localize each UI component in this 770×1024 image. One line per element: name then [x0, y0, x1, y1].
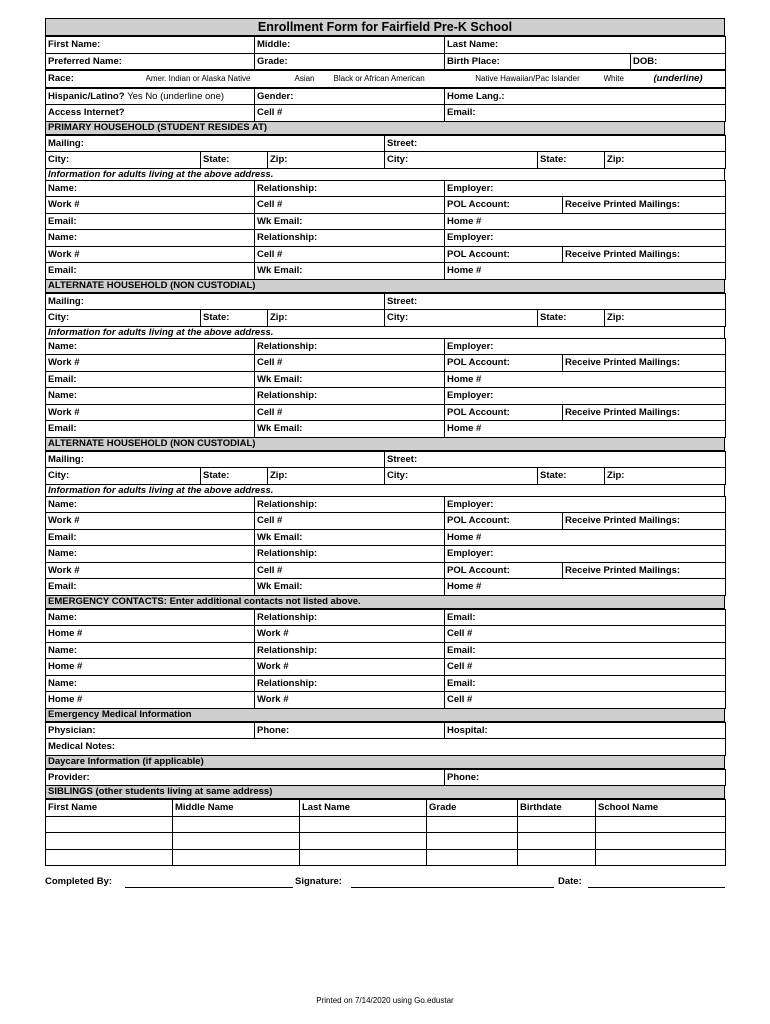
- work-phone-field[interactable]: Work #: [46, 246, 255, 263]
- wk-email-field[interactable]: Wk Email:: [255, 371, 445, 388]
- relationship-field[interactable]: Relationship:: [255, 180, 445, 197]
- medical-notes-field[interactable]: Medical Notes:: [46, 739, 726, 756]
- name-field[interactable]: Name:: [46, 496, 255, 513]
- siblings-header-last-name: Last Name: [300, 800, 427, 817]
- sibling-cell[interactable]: [518, 816, 596, 833]
- race-option[interactable]: Asian: [278, 71, 334, 88]
- date-line[interactable]: [588, 887, 725, 888]
- city-field[interactable]: City:: [46, 310, 201, 327]
- cell-field[interactable]: Cell #: [255, 562, 445, 579]
- cell-field[interactable]: Cell #: [255, 197, 445, 214]
- relationship-field[interactable]: Relationship:: [255, 675, 445, 692]
- pol-account-field[interactable]: POL Account:: [445, 355, 563, 372]
- sibling-cell[interactable]: [300, 816, 427, 833]
- date-label: Date:: [558, 876, 582, 887]
- pol-account-field[interactable]: POL Account:: [445, 562, 563, 579]
- sibling-cell[interactable]: [46, 816, 173, 833]
- name-field[interactable]: Name:: [46, 388, 255, 405]
- sibling-row: [46, 849, 726, 866]
- signature-line[interactable]: [351, 887, 554, 888]
- last-name-field[interactable]: Last Name:: [445, 37, 726, 54]
- email-field[interactable]: Email:: [46, 529, 255, 546]
- hispanic-options[interactable]: Yes No (underline one): [127, 90, 225, 102]
- zip-field[interactable]: Zip:: [268, 310, 385, 327]
- state-field[interactable]: State:: [201, 152, 268, 169]
- households: [45, 122, 725, 596]
- cell-field[interactable]: Cell #: [255, 355, 445, 372]
- employer-field[interactable]: Employer:: [445, 546, 726, 563]
- receive-mailings-field[interactable]: Receive Printed Mailings:: [563, 197, 726, 214]
- daycare-table: [45, 769, 726, 787]
- primary-household: [45, 122, 725, 280]
- sibling-cell[interactable]: [427, 816, 518, 833]
- employer-field[interactable]: Employer:: [445, 180, 726, 197]
- zip-field[interactable]: Zip:: [605, 468, 726, 485]
- adults-info-caption: Information for adults living at the above address.: [45, 327, 725, 338]
- receive-mailings-field[interactable]: Receive Printed Mailings:: [563, 562, 726, 579]
- sibling-cell[interactable]: [173, 833, 300, 850]
- home-field[interactable]: Home #: [46, 692, 255, 709]
- email-field[interactable]: Email:: [445, 105, 726, 122]
- medical-table: [45, 722, 726, 756]
- race-note: (underline): [652, 71, 726, 88]
- pol-account-field[interactable]: POL Account:: [445, 197, 563, 214]
- home-lang-field[interactable]: Home Lang.:: [445, 88, 726, 105]
- section-header-daycare: Daycare Information (if applicable): [45, 756, 725, 769]
- alternate-household: [45, 280, 725, 438]
- wk-email-field[interactable]: Wk Email:: [255, 579, 445, 596]
- relationship-field[interactable]: Relationship:: [255, 546, 445, 563]
- work-field[interactable]: Work #: [255, 659, 445, 676]
- sibling-cell[interactable]: [300, 833, 427, 850]
- email-field[interactable]: Email:: [46, 371, 255, 388]
- receive-mailings-field[interactable]: Receive Printed Mailings:: [563, 355, 726, 372]
- access-internet-field[interactable]: Access Internet?: [46, 105, 255, 122]
- emergency-table: [45, 609, 726, 709]
- email-field[interactable]: Email:: [445, 675, 726, 692]
- city-field[interactable]: City:: [46, 152, 201, 169]
- work-field[interactable]: Work #: [255, 626, 445, 643]
- section-header-household: ALTERNATE HOUSEHOLD (NON CUSTODIAL): [45, 438, 725, 451]
- relationship-field[interactable]: Relationship:: [255, 230, 445, 247]
- wk-email-field[interactable]: Wk Email:: [255, 529, 445, 546]
- home-field[interactable]: Home #: [46, 659, 255, 676]
- name-field[interactable]: Name:: [46, 338, 255, 355]
- race-table: [45, 70, 726, 88]
- adults-info-caption: Information for adults living at the above address.: [45, 485, 725, 496]
- sibling-cell[interactable]: [427, 849, 518, 866]
- cell-field[interactable]: Cell #: [445, 659, 726, 676]
- name-field[interactable]: Name:: [46, 609, 255, 626]
- print-footer: Printed on 7/14/2020 using Go.edustar: [316, 996, 454, 1005]
- relationship-field[interactable]: Relationship:: [255, 338, 445, 355]
- state-field[interactable]: State:: [538, 152, 605, 169]
- city-field[interactable]: City:: [385, 310, 538, 327]
- sibling-row: [46, 833, 726, 850]
- sibling-cell[interactable]: [596, 816, 726, 833]
- adults-table: [45, 180, 726, 280]
- cell-field[interactable]: Cell #: [445, 626, 726, 643]
- section-header-household: PRIMARY HOUSEHOLD (STUDENT RESIDES AT): [45, 122, 725, 135]
- home-phone-field[interactable]: Home #: [445, 421, 726, 438]
- state-field[interactable]: State:: [201, 310, 268, 327]
- cell-field[interactable]: Cell #: [255, 404, 445, 421]
- hispanic-field[interactable]: [46, 88, 255, 105]
- section-header-siblings: SIBLINGS (other students living at same address): [45, 786, 725, 799]
- receive-mailings-field[interactable]: Receive Printed Mailings:: [563, 513, 726, 530]
- sibling-row: [46, 816, 726, 833]
- zip-field[interactable]: Zip:: [605, 310, 726, 327]
- cell-field[interactable]: Cell #: [255, 246, 445, 263]
- employer-field[interactable]: Employer:: [445, 496, 726, 513]
- first-name-field[interactable]: First Name:: [46, 37, 255, 54]
- receive-mailings-field[interactable]: Receive Printed Mailings:: [563, 246, 726, 263]
- cell-field[interactable]: Cell #: [445, 692, 726, 709]
- form-title: Enrollment Form for Fairfield Pre-K School: [45, 18, 725, 36]
- race-option[interactable]: White: [604, 71, 652, 88]
- relationship-field[interactable]: Relationship:: [255, 609, 445, 626]
- siblings-header-middle-name: Middle Name: [173, 800, 300, 817]
- home-phone-field[interactable]: Home #: [445, 371, 726, 388]
- work-phone-field[interactable]: Work #: [46, 513, 255, 530]
- home-phone-field[interactable]: Home #: [445, 263, 726, 280]
- email-field[interactable]: Email:: [445, 642, 726, 659]
- sibling-cell[interactable]: [46, 849, 173, 866]
- hispanic-label: Hispanic/Latino?: [48, 90, 125, 102]
- sibling-cell[interactable]: [596, 833, 726, 850]
- sibling-cell[interactable]: [596, 849, 726, 866]
- signature-label: Signature:: [295, 876, 342, 887]
- phone-field[interactable]: Phone:: [255, 722, 445, 739]
- email-field[interactable]: Email:: [445, 609, 726, 626]
- adults-table: [45, 338, 726, 438]
- address-table: [45, 135, 726, 169]
- siblings-table: [45, 799, 726, 866]
- state-field[interactable]: State:: [538, 468, 605, 485]
- siblings-header-school-name: School Name: [596, 800, 726, 817]
- city-field[interactable]: City:: [46, 468, 201, 485]
- relationship-field[interactable]: Relationship:: [255, 388, 445, 405]
- student-info-table: [45, 36, 726, 70]
- hospital-field[interactable]: Hospital:: [445, 722, 726, 739]
- name-field[interactable]: Name:: [46, 546, 255, 563]
- zip-field[interactable]: Zip:: [605, 152, 726, 169]
- cell-field[interactable]: Cell #: [255, 105, 445, 122]
- state-field[interactable]: State:: [201, 468, 268, 485]
- signoff-row: [45, 873, 725, 893]
- work-phone-field[interactable]: Work #: [46, 562, 255, 579]
- email-field[interactable]: Email:: [46, 579, 255, 596]
- address-table: [45, 293, 726, 327]
- phone-field[interactable]: Phone:: [445, 769, 726, 786]
- pol-account-field[interactable]: POL Account:: [445, 404, 563, 421]
- email-field[interactable]: Email:: [46, 421, 255, 438]
- receive-mailings-field[interactable]: Receive Printed Mailings:: [563, 404, 726, 421]
- employer-field[interactable]: Employer:: [445, 338, 726, 355]
- sibling-cell[interactable]: [518, 849, 596, 866]
- sibling-cell[interactable]: [173, 849, 300, 866]
- sibling-cell[interactable]: [427, 833, 518, 850]
- siblings-header-grade: Grade: [427, 800, 518, 817]
- completed-by-line[interactable]: [125, 887, 293, 888]
- student-info-table-2: [45, 88, 726, 122]
- street-field[interactable]: Street:: [385, 135, 726, 152]
- middle-name-field[interactable]: Middle:: [255, 37, 445, 54]
- sibling-cell[interactable]: [173, 816, 300, 833]
- relationship-field[interactable]: Relationship:: [255, 496, 445, 513]
- race-option[interactable]: Black or African American: [334, 71, 454, 88]
- home-phone-field[interactable]: Home #: [445, 213, 726, 230]
- section-header-household: ALTERNATE HOUSEHOLD (NON CUSTODIAL): [45, 280, 725, 293]
- pol-account-field[interactable]: POL Account:: [445, 513, 563, 530]
- address-table: [45, 451, 726, 485]
- name-field[interactable]: Name:: [46, 675, 255, 692]
- zip-field[interactable]: Zip:: [268, 152, 385, 169]
- enrollment-form: [45, 18, 725, 866]
- section-header-medical: Emergency Medical Information: [45, 709, 725, 722]
- home-phone-field[interactable]: Home #: [445, 579, 726, 596]
- dob-field[interactable]: DOB:: [631, 53, 726, 70]
- home-field[interactable]: Home #: [46, 626, 255, 643]
- wk-email-field[interactable]: Wk Email:: [255, 421, 445, 438]
- cell-field[interactable]: Cell #: [255, 513, 445, 530]
- name-field[interactable]: Name:: [46, 230, 255, 247]
- city-field[interactable]: City:: [385, 468, 538, 485]
- wk-email-field[interactable]: Wk Email:: [255, 263, 445, 280]
- sibling-cell[interactable]: [518, 833, 596, 850]
- adults-info-caption: Information for adults living at the above address.: [45, 169, 725, 180]
- mailing-field[interactable]: Mailing:: [46, 293, 385, 310]
- zip-field[interactable]: Zip:: [268, 468, 385, 485]
- street-field[interactable]: Street:: [385, 451, 726, 468]
- siblings-header-birthdate: Birthdate: [518, 800, 596, 817]
- sibling-cell[interactable]: [46, 833, 173, 850]
- mailing-field[interactable]: Mailing:: [46, 135, 385, 152]
- name-field[interactable]: Name:: [46, 642, 255, 659]
- sibling-cell[interactable]: [300, 849, 427, 866]
- home-phone-field[interactable]: Home #: [445, 529, 726, 546]
- race-option[interactable]: Native Hawaiian/Pac Islander: [454, 71, 604, 88]
- email-field[interactable]: Email:: [46, 263, 255, 280]
- provider-field[interactable]: Provider:: [46, 769, 445, 786]
- street-field[interactable]: Street:: [385, 293, 726, 310]
- email-field[interactable]: Email:: [46, 213, 255, 230]
- relationship-field[interactable]: Relationship:: [255, 642, 445, 659]
- race-label: Race:: [46, 71, 146, 88]
- adults-table: [45, 496, 726, 596]
- pol-account-field[interactable]: POL Account:: [445, 246, 563, 263]
- siblings-header-first-name: First Name: [46, 800, 173, 817]
- name-field[interactable]: Name:: [46, 180, 255, 197]
- wk-email-field[interactable]: Wk Email:: [255, 213, 445, 230]
- birth-place-field[interactable]: Birth Place:: [445, 53, 631, 70]
- preferred-name-field[interactable]: Preferred Name:: [46, 53, 255, 70]
- work-phone-field[interactable]: Work #: [46, 355, 255, 372]
- employer-field[interactable]: Employer:: [445, 230, 726, 247]
- work-phone-field[interactable]: Work #: [46, 404, 255, 421]
- employer-field[interactable]: Employer:: [445, 388, 726, 405]
- section-header-emergency: EMERGENCY CONTACTS: Enter additional contacts not listed above.: [45, 596, 725, 609]
- grade-field[interactable]: Grade:: [255, 53, 445, 70]
- alternate-household: [45, 438, 725, 596]
- state-field[interactable]: State:: [538, 310, 605, 327]
- completed-by-label: Completed By:: [45, 876, 113, 887]
- gender-field[interactable]: Gender:: [255, 88, 445, 105]
- physician-field[interactable]: Physician:: [46, 722, 255, 739]
- work-phone-field[interactable]: Work #: [46, 197, 255, 214]
- work-field[interactable]: Work #: [255, 692, 445, 709]
- mailing-field[interactable]: Mailing:: [46, 451, 385, 468]
- race-option[interactable]: Amer. Indian or Alaska Native: [146, 71, 278, 88]
- city-field[interactable]: City:: [385, 152, 538, 169]
